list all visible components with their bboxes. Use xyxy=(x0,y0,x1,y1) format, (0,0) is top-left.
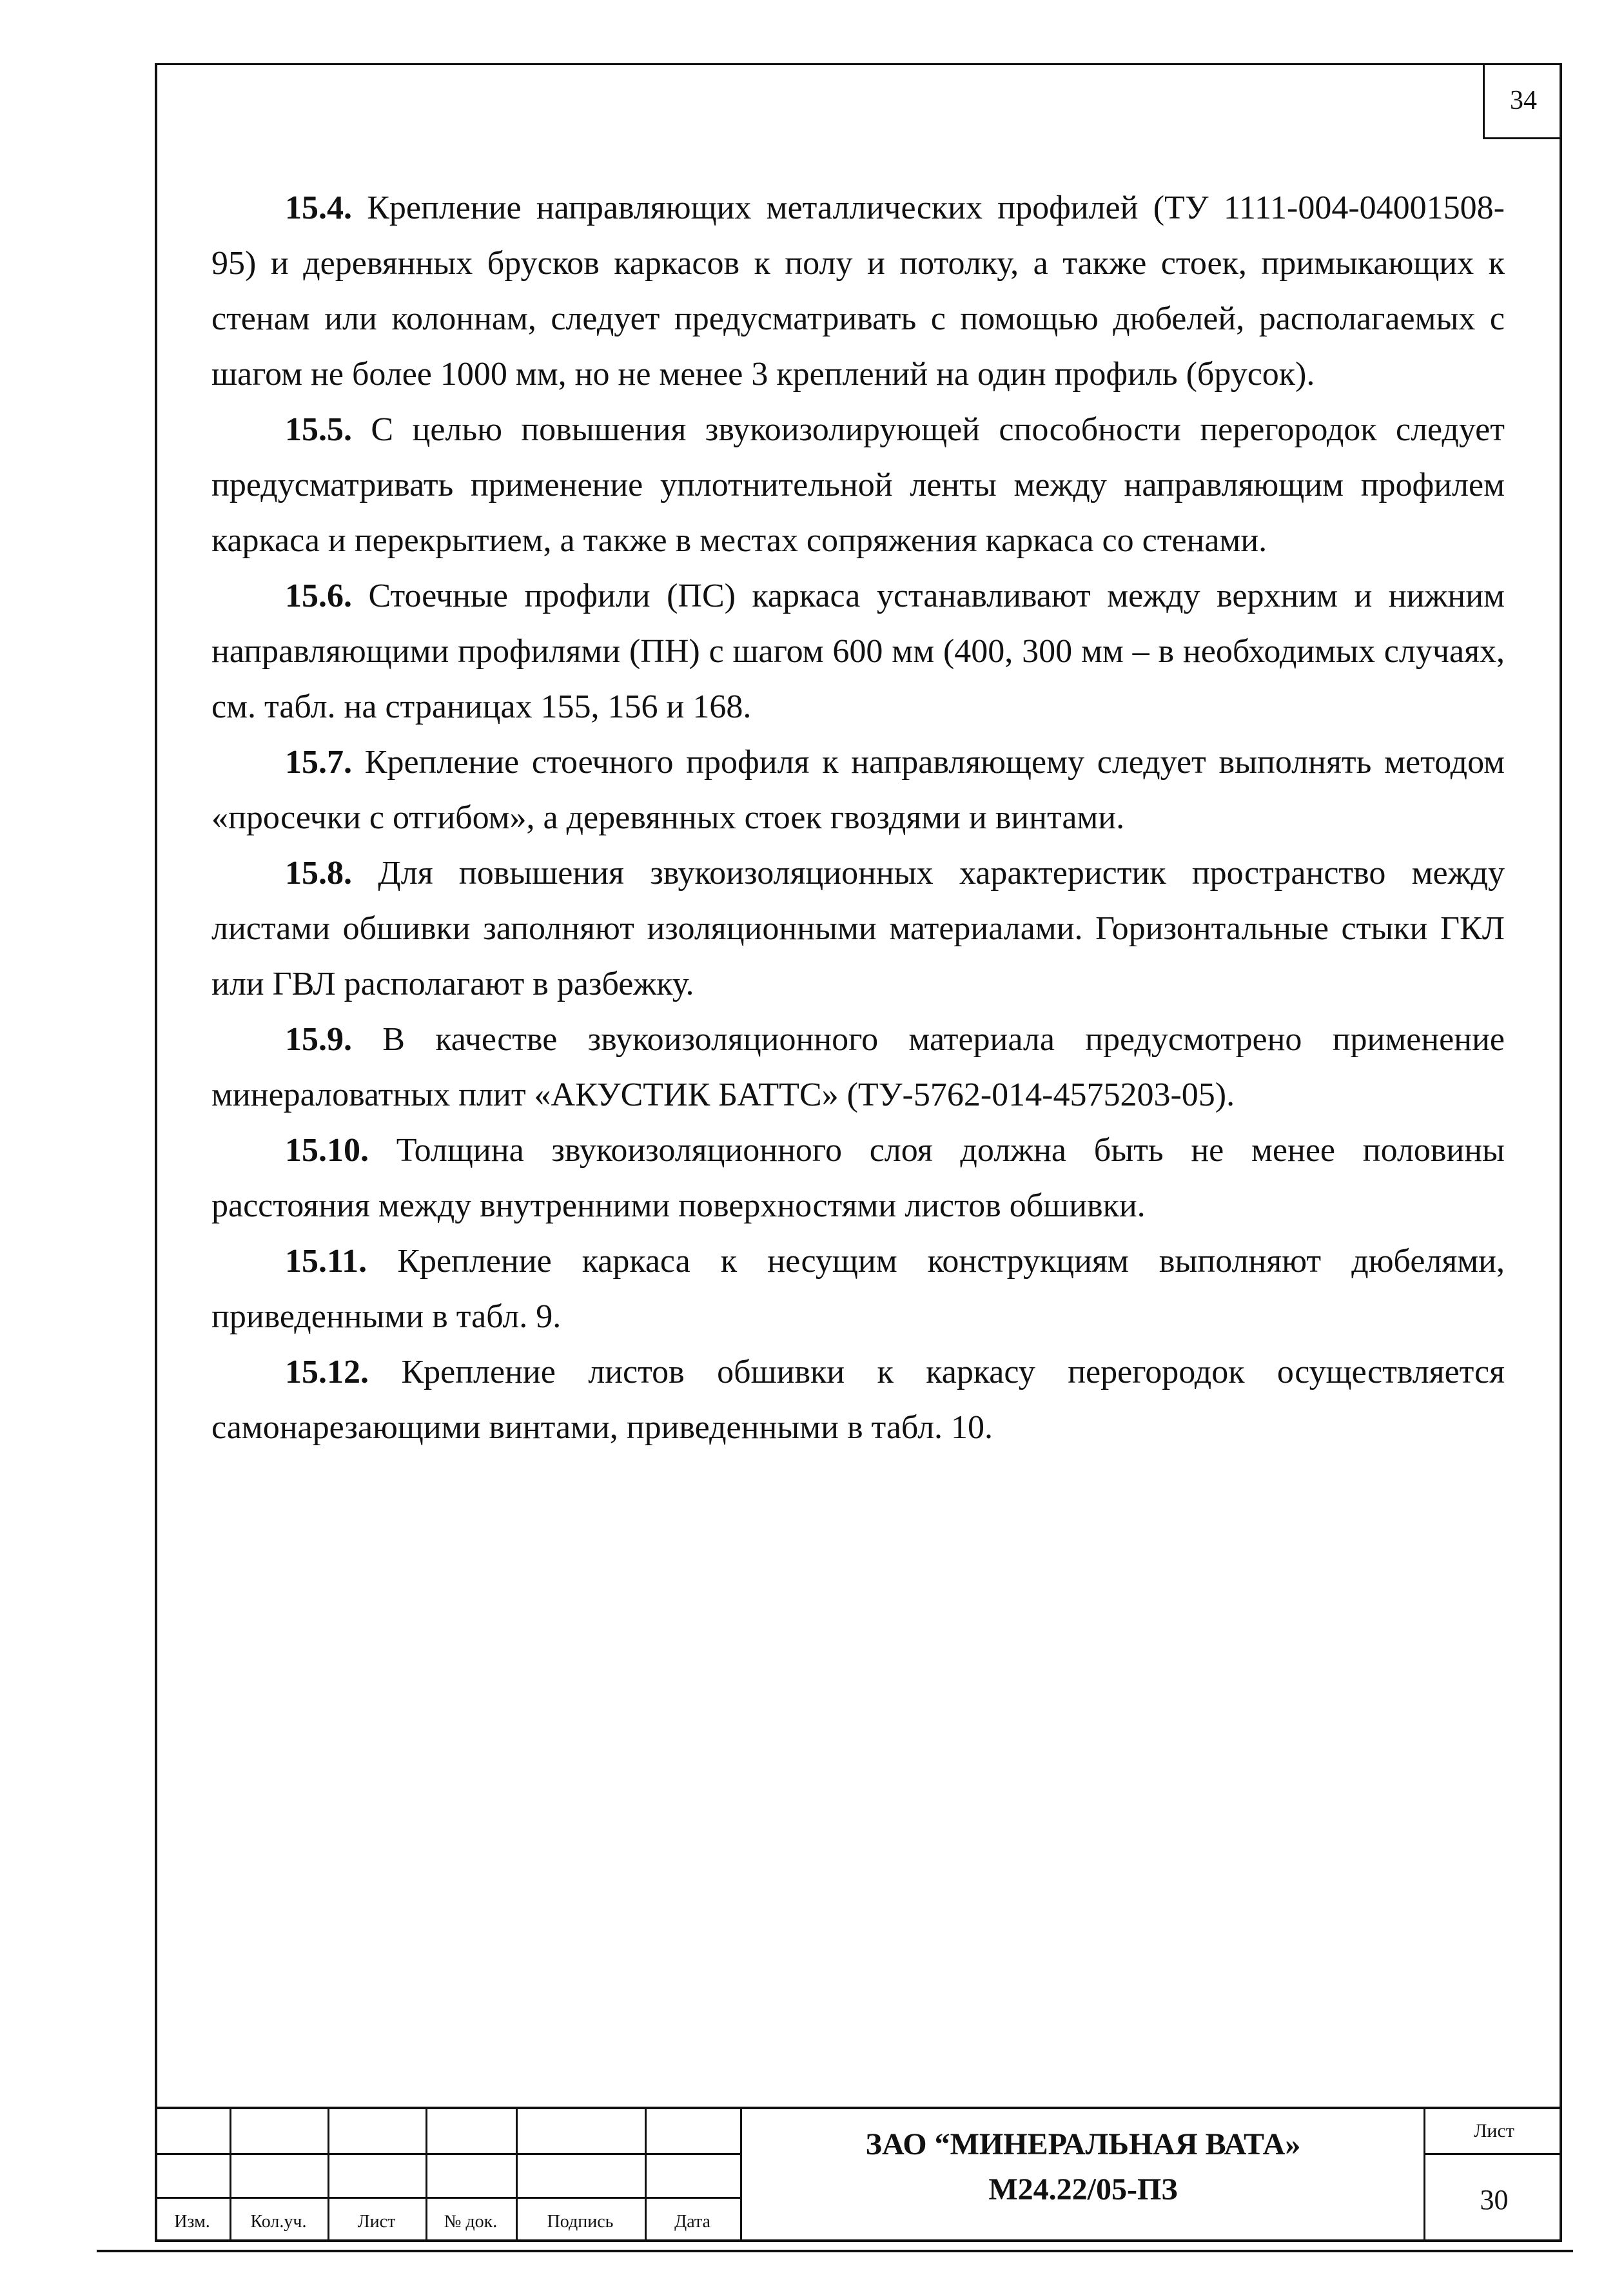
paragraph-15-11: 15.11. Крепление каркаса к несущим конструкциям выполняют дюбелями, приведенными в табл. 9. xyxy=(211,1243,1505,1335)
organization-and-code xyxy=(754,2122,1412,2212)
page-number: 34 xyxy=(1483,63,1562,139)
sheet-label: Лист xyxy=(1474,2120,1514,2141)
paragraph-15-9: 15.9. В качестве звукоизоляционного материала предусмотрено применение минераловатных плит «АКУСТИК БАТТС» (ТУ-5762-014-4575203-05). xyxy=(211,1021,1505,1113)
col-label-izm: Изм. xyxy=(174,2212,210,2232)
paragraph-15-12: 15.12. Крепление листов обшивки к каркасу перегородок осуществляется самонарезающими винтами, приведенными в табл. 10. xyxy=(211,1354,1505,1446)
paragraph-15-10: 15.10. Толщина звукоизоляционного слоя должна быть не менее половины расстояния между внутренними поверхностями листов обшивки. xyxy=(211,1132,1505,1224)
paragraph-15-5: 15.5. С целью повышения звукоизолирующей способности перегородок следует предусматривать применение уплотнительной ленты между направляющим профилем каркаса и перекрытием, а также в местах сопряжения каркаса со стенами. xyxy=(211,411,1505,559)
paragraph-15-8: 15.8. Для повышения звукоизоляционных характеристик пространство между листами обшивки заполняют изоляционными материалами. Горизонтальные стыки ГКЛ или ГВЛ располагают в разбежку. xyxy=(211,855,1505,1002)
title-block xyxy=(155,2107,1562,2242)
document-code: М24.22/05-ПЗ xyxy=(988,2172,1178,2207)
col-label-doc-number: № док. xyxy=(444,2212,498,2232)
col-label-kol-uch: Кол.уч. xyxy=(250,2212,307,2232)
paragraph-15-6: 15.6. Стоечные профили (ПС) каркаса устанавливают между верхним и нижним направляющими профилями (ПН) с шагом 600 мм (400, 300 мм – в необходимых случаях, см. табл. на страницах 155, 156 и 168. xyxy=(211,578,1505,725)
col-label-date: Дата xyxy=(674,2212,710,2232)
body-text xyxy=(211,180,1505,1456)
sheet-number: 30 xyxy=(1480,2184,1509,2216)
paragraph-15-4: 15.4. Крепление направляющих металлических профилей (ТУ 1111-004-04001508-95) и деревянных брусков каркасов к полу и потолку, а также стоек, примыкающих к стенам или колоннам, следует предусматривать с помощью дюбелей, располагаемых с шагом не более 1000 мм, но не менее 3 креплений на один профиль (брусок). xyxy=(211,190,1505,393)
col-label-signature: Подпись xyxy=(547,2212,614,2232)
paragraph-15-7: 15.7. Крепление стоечного профиля к направляющему следует выполнять методом «просечки с отгибом», а деревянных стоек гвоздями и винтами. xyxy=(211,744,1505,836)
organization-name: ЗАО “МИНЕРАЛЬНАЯ ВАТА» xyxy=(865,2127,1301,2161)
col-label-list: Лист xyxy=(357,2212,396,2232)
bottom-rule xyxy=(97,2250,1573,2252)
